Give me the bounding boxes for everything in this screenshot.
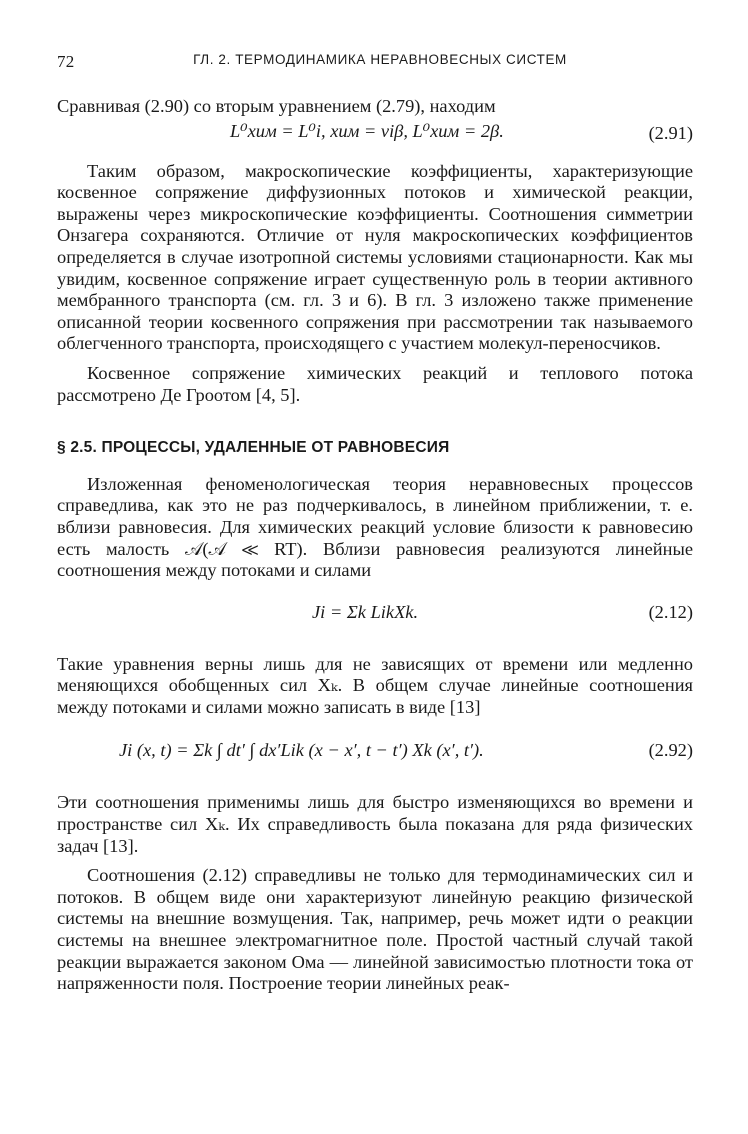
paragraph-macroscopic-coefficients: Таким образом, макроскопические коэффициенты, характеризующие косвенное сопряжение диффузионных потоков и химической реакции, выражены через микроскопические коэффициенты. Соотношения симметрии Онзагера сохраняются. Отличие от нуля макроскопических коэффициентов определяется в случае изотропной системы условиями стационарности. Как мы увидим, косвенное сопряжение играет существенную роль в теории активного мембранного транспорта (см. гл. 3 и 6). В гл. 3 изложено также применение описанной теории косвенного сопряжения при рассмотрении так называемого облегченного транспорта, происходящего с участием молекул-переносчиков. (57, 160, 693, 354)
equation-2-92-number: (2.92) (648, 740, 693, 761)
paragraph-ohm-law: Соотношения (2.12) справедливы не только для термодинамических сил и потоков. В общем виде они характеризуют линейную реакцию физической системы на внешние возмущения. Так, например, речь может идти о реакции системы на внешнее электромагнитное поле. Простой частный случай такой реакции выражается законом Ома — линейной зависимостью плотности тока от напряженности поля. Построение теории линейных реак- (57, 865, 693, 994)
paragraph-time-independent: Такие уравнения верны лишь для не зависящих от времени или медленно меняющихся обобщенных сил Xₖ. В общем случае линейные соотношения между потоками и силами можно записать в виде [13] (57, 653, 693, 717)
equation-2-92 (57, 728, 693, 780)
equation-2-12-formula: Ji = Σk LikXk. (312, 601, 419, 622)
running-title: ГЛ. 2. ТЕРМОДИНАМИКА НЕРАВНОВЕСНЫХ СИСТЕМ (193, 52, 567, 67)
equation-2-12 (57, 592, 693, 644)
equation-2-91 (57, 119, 693, 149)
equation-2-91-number: (2.91) (648, 122, 693, 143)
section-heading: § 2.5. ПРОЦЕССЫ, УДАЛЕННЫЕ ОТ РАВНОВЕСИЯ (57, 439, 450, 457)
page-body (57, 96, 693, 995)
running-header (57, 52, 693, 72)
paragraph-comparing: Сравнивая (2.90) со вторым уравнением (2.79), находим (57, 96, 496, 116)
equation-2-12-number: (2.12) (648, 601, 693, 622)
equation-2-91-formula: L⁰хим = L⁰i, хим = νiβ, L⁰хим = 2β. (230, 120, 504, 141)
paragraph-fast-changing: Эти соотношения применимы лишь для быстро изменяющихся во времени и пространстве сил Xₖ. Их справедливость была показана для ряда физических задач [13]. (57, 792, 693, 856)
page-number: 72 (57, 52, 75, 71)
paragraph-linear-approximation: Изложенная феноменологическая теория неравновесных процессов справедлива, как это не раз подчеркивалось, в линейном приближении, т. е. вблизи равновесия. Для химических реакций условие близости к равновесию есть малость 𝒜(𝒜 ≪ RT). Вблизи равновесия реализуются линейные соотношения между потоками и силами (57, 473, 693, 581)
equation-2-92-formula: Ji (x, t) = Σk ∫ dt′ ∫ dx′Lik (x − x′, t − t′) Xk (x′, t′). (119, 740, 484, 761)
paragraph-de-groot: Косвенное сопряжение химических реакций и теплового потока рассмотрено Де Гроотом [4, 5]. (57, 362, 693, 405)
